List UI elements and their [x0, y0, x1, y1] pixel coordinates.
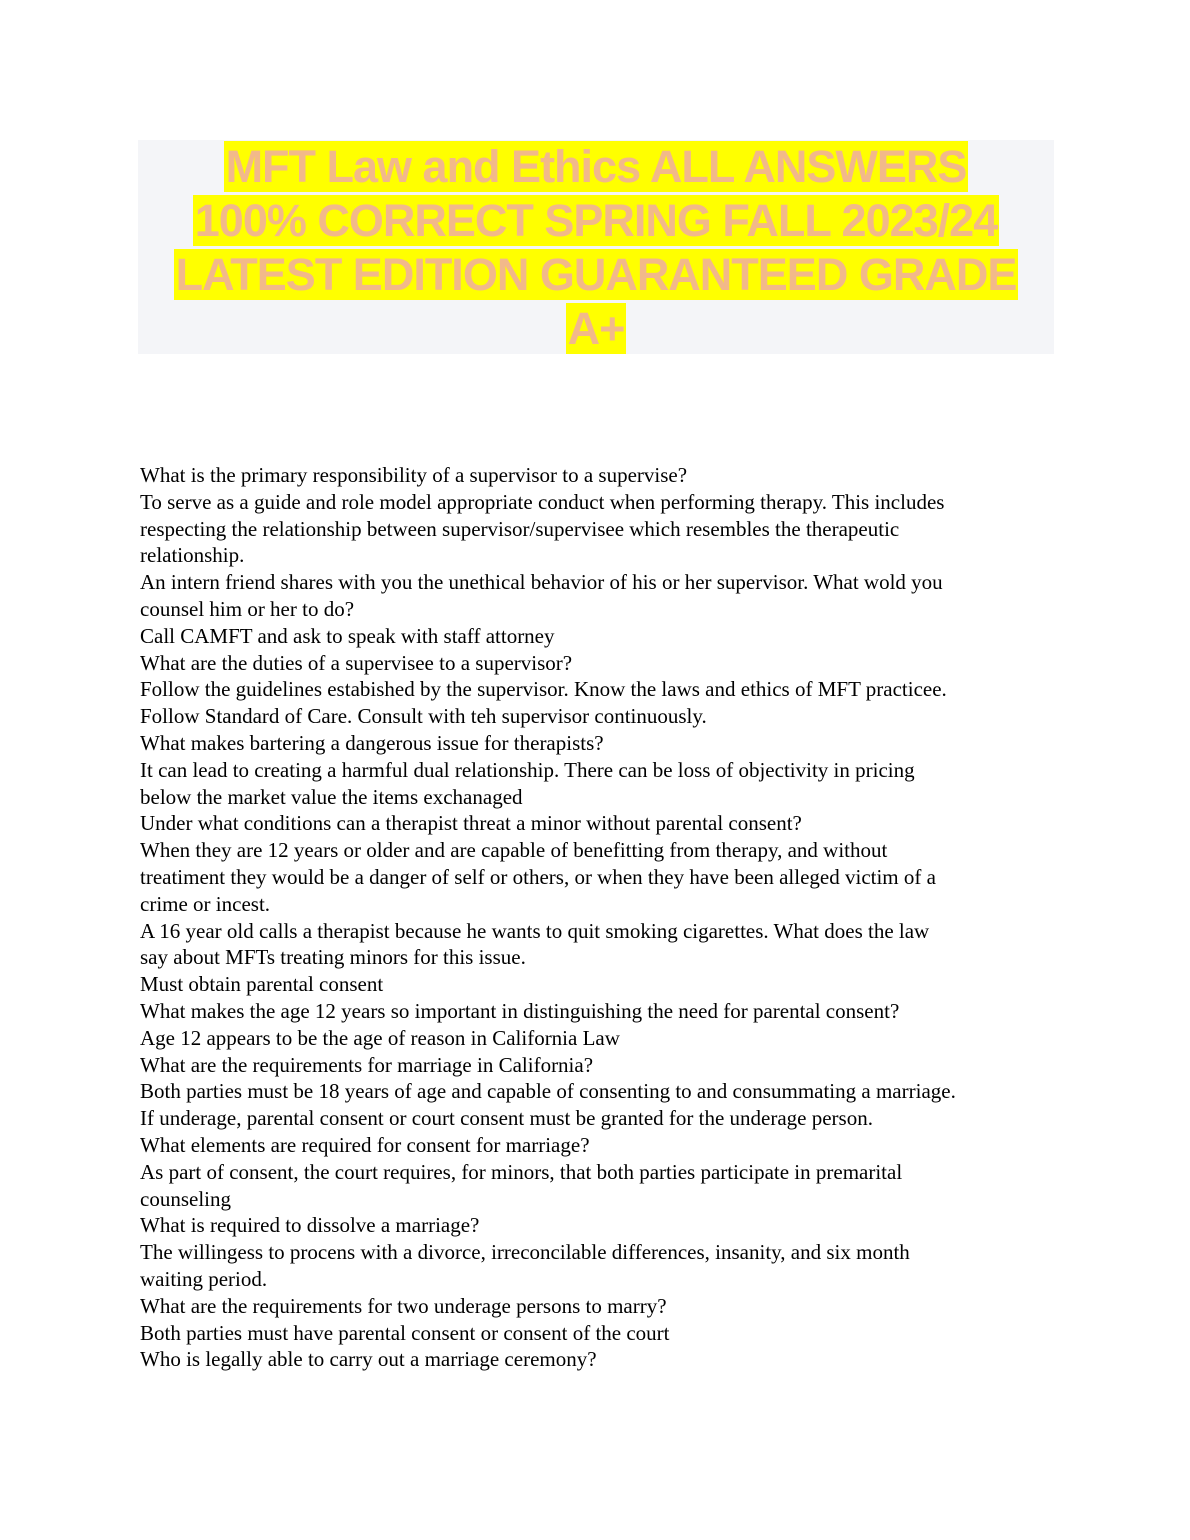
text-line: To serve as a guide and role model appropriate conduct when performing therapy. This includes	[140, 489, 945, 514]
text-line: What makes bartering a dangerous issue for therapists?	[140, 730, 604, 755]
text-line: When they are 12 years or older and are capable of benefitting from therapy, and without	[140, 838, 888, 863]
text-line: Call CAMFT and ask to speak with staff attorney	[140, 623, 555, 648]
text-line: Follow the guidelines estabished by the supervisor. Know the laws and ethics of MFT practicee.	[140, 677, 947, 702]
text-line: respecting the relationship between supervisor/supervisee which resembles the therapeutic	[140, 516, 900, 541]
text-line: Both parties must have parental consent or consent of the court	[140, 1320, 670, 1345]
title-banner	[138, 140, 1054, 354]
text-line: A 16 year old calls a therapist because he wants to quit smoking cigarettes. What does the law	[140, 918, 930, 943]
text-line: What are the duties of a supervisee to a supervisor?	[140, 650, 573, 675]
text-line: counsel him or her to do?	[140, 596, 355, 621]
text-line: What makes the age 12 years so important in distinguishing the need for parental consent?	[140, 998, 900, 1023]
text-line: crime or incest.	[140, 891, 271, 916]
text-line: What are the requirements for two underage persons to marry?	[140, 1293, 667, 1318]
text-line: counseling	[140, 1186, 231, 1211]
text-line: The willingess to procens with a divorce, irreconcilable differences, insanity, and six month	[140, 1240, 910, 1265]
text-line: If underage, parental consent or court consent must be granted for the underage person.	[140, 1106, 873, 1131]
title-line-4: A+	[567, 303, 625, 354]
text-line: below the market value the items exchanaged	[140, 784, 523, 809]
text-line: say about MFTs treating minors for this issue.	[140, 945, 526, 970]
text-line: relationship.	[140, 543, 245, 568]
text-line: Age 12 appears to be the age of reason in California Law	[140, 1025, 620, 1050]
text-line: Under what conditions can a therapist threat a minor without parental consent?	[140, 811, 802, 836]
text-line: Both parties must be 18 years of age and capable of consenting to and consummating a marriage.	[140, 1079, 956, 1104]
text-line: An intern friend shares with you the unethical behavior of his or her supervisor. What wold you	[140, 570, 943, 595]
text-line: Who is legally able to carry out a marriage ceremony?	[140, 1347, 597, 1372]
text-line: It can lead to creating a harmful dual relationship. There can be loss of objectivity in pricing	[140, 757, 915, 782]
text-line: What are the requirements for marriage in California?	[140, 1052, 594, 1077]
text-line: treatiment they would be a danger of self or others, or when they have been alleged victim of a	[140, 864, 936, 889]
text-line: What is the primary responsibility of a supervisor to a supervise?	[140, 463, 688, 487]
title-line-3: LATEST EDITION GUARANTEED GRADE	[175, 249, 1017, 300]
text-line: Follow Standard of Care. Consult with teh supervisor continuously.	[140, 704, 707, 729]
title-line-1: MFT Law and Ethics ALL ANSWERS	[225, 141, 967, 192]
title-line-2: 100% CORRECT SPRING FALL 2023/24	[194, 195, 998, 246]
text-line: What elements are required for consent for marriage?	[140, 1132, 590, 1157]
text-line: As part of consent, the court requires, for minors, that both parties participate in premarital	[140, 1159, 903, 1184]
qa-body	[140, 462, 1060, 1373]
text-line: waiting period.	[140, 1266, 268, 1291]
text-line: What is required to dissolve a marriage?	[140, 1213, 480, 1238]
text-line: Must obtain parental consent	[140, 972, 384, 997]
